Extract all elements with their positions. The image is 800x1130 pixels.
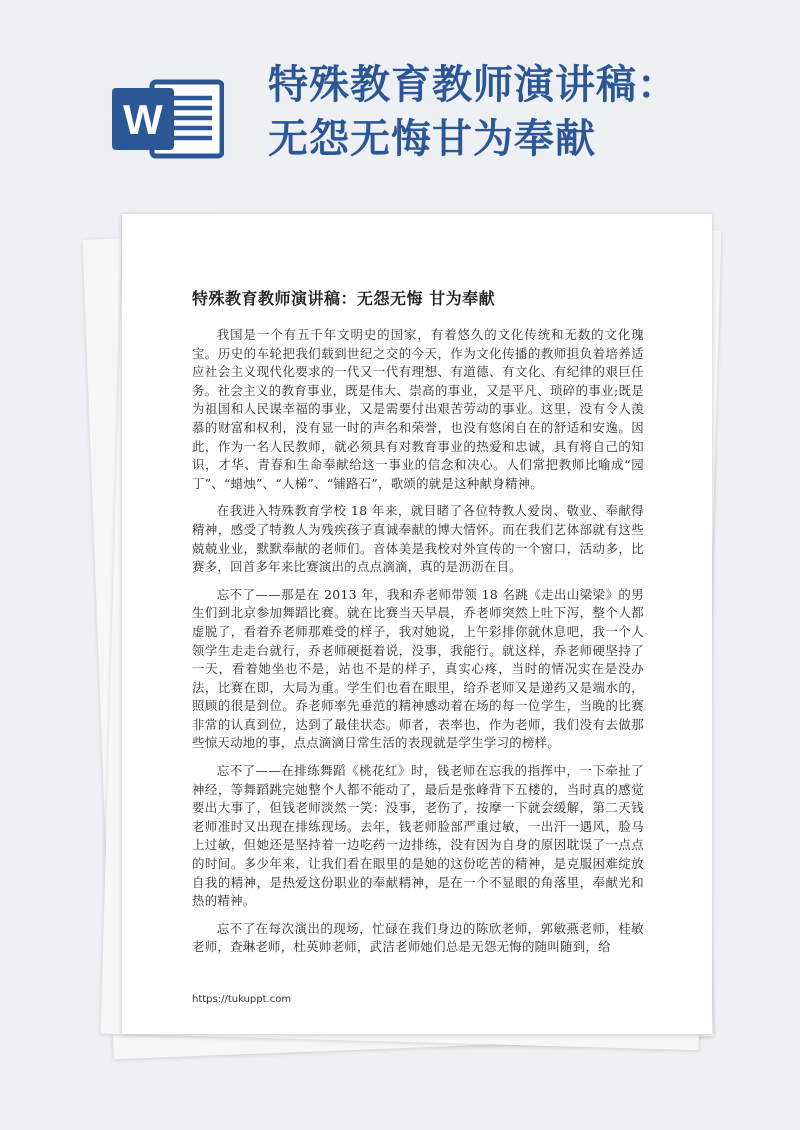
- paragraph-1: 我国是一个有五千年文明史的国家，有着悠久的文化传统和无数的文化瑰宝。历史的车轮把我们载到世纪之交的今天，作为文化传播的教师担负着培养适应社会主义现代化要求的一代又一代有理想、有道德、有文化、有纪律的艰巨任务。社会主义的教育事业，既是伟大、崇高的事业，又是平凡、琐碎的事业;既是为祖国和人民谋幸福的事业，又是需要付出艰苦劳动的事业。这里，没有令人羡慕的财富和权利，没有显一时的声名和荣誉，也没有悠闲自在的舒适和安逸。因此，作为一名人民教师，就必须具有对教育事业的热爱和忠诚，具有将自己的知识，才华、青春和生命奉献给这一事业的信念和决心。人们常把教师比喻成“园丁”、“蜡烛”、“人梯”、“铺路石”，歌颂的就是这种献身精神。: [192, 327, 644, 491]
- paragraph-3: 忘不了——那是在 2013 年，我和乔老师带领 18 名跳《走出山梁梁》的男生们到北京参加舞蹈比赛。就在比赛当天早晨，乔老师突然上吐下泻，整个人都虚脱了，看着乔老师那难受的样子，我对她说，上午彩排你就休息吧，我一个人领学生走走台就行，乔老师硬挺着说，没事，我能行。就这样，乔老师硬坚持了一天，看着她坐也不是，站也不是的样子，真实心疼，当时的情况实在是没办法，比赛在即，大局为重。学生们也看在眼里，给乔老师又是递药又是端水的，照顾的很是到位。乔老师率先垂范的精神感动着在场的每一位学生，当晚的比赛非常的认真到位，达到了最佳状态。师者，表率也，作为老师，我们没有去做那些惊天动地的事，点点滴滴日常生活的表现就是学生学习的榜样。: [192, 586, 644, 751]
- word-logo-letter: W: [123, 96, 163, 143]
- footer-url[interactable]: https://tukuppt.com: [192, 994, 292, 1005]
- banner-title: [268, 58, 788, 166]
- word-document-icon: [112, 78, 224, 160]
- banner: [0, 0, 800, 205]
- paragraph-5: 忘不了在每次演出的现场，忙碌在我们身边的陈欣老师，郭敏燕老师，桂敏老师，查琳老师，杜英帅老师，武洁老师她们总是无怨无悔的随叫随到，给: [192, 920, 644, 955]
- document-body: [192, 326, 644, 966]
- document-page: [122, 214, 712, 1034]
- banner-title-line1: 特殊教育教师演讲稿：: [268, 62, 678, 108]
- banner-title-line2: 无怨无悔甘为奉献: [268, 116, 596, 162]
- document-title: 特殊教育教师演讲稿：无怨无悔 甘为奉献: [192, 289, 496, 308]
- paragraph-4: 忘不了——在排练舞蹈《桃花红》时，钱老师在忘我的指挥中，一下牵扯了神经，等舞蹈跳完她整个人都不能动了，最后是张峰背下五楼的，当时真的感觉要出大事了，但钱老师淡然一笑：没事，老伤了，按摩一下就会缓解，第二天钱老师准时又出现在排练现场。去年，钱老师脸部严重过敏，一出汗一遇风，脸马上过敏，但她还是坚持着一边吃药一边排练，没有因为自身的原因耽误了一点点的时间。多少年来，让我们看在眼里的是她的这份吃苦的精神，是克服困难绽放自我的精神，是热爱这份职业的奉献精神，是在一个不显眼的角落里，奉献光和热的精神。: [192, 763, 644, 909]
- paragraph-2: 在我进入特殊教育学校 18 年来，就目睹了各位特教人爱岗、敬业、奉献得精神，感受了特教人为残疾孩子真诚奉献的博大情怀。而在我们艺体部就有这些兢兢业业，默默奉献的老师们。音体美是我校对外宣传的一个窗口，活动多，比赛多，回首多年来比赛演出的点点滴滴，真的是沥沥在目。: [192, 503, 644, 575]
